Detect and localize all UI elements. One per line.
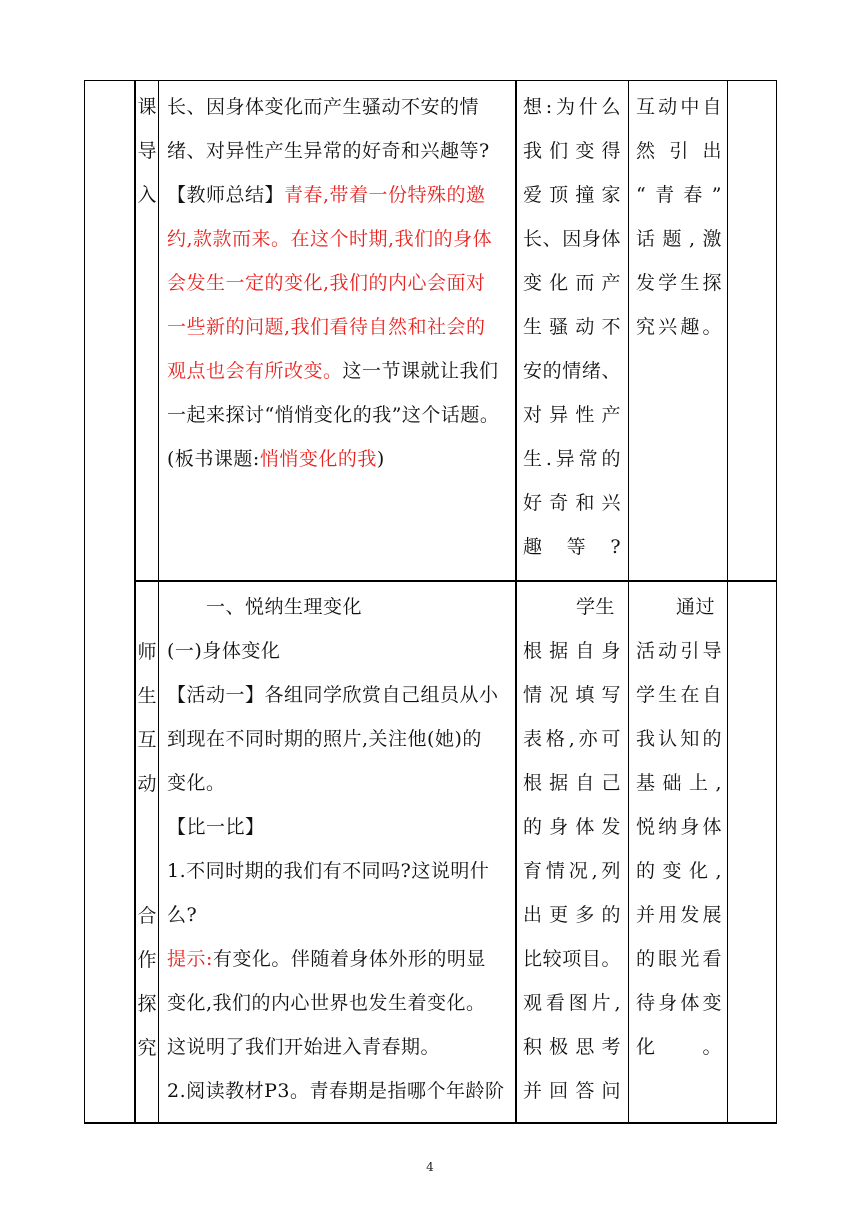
text-line: 悦纳身体 bbox=[636, 816, 722, 838]
section-label-char: 合 bbox=[137, 905, 157, 927]
highlighted-text: 悄悄变化的我 bbox=[259, 448, 377, 470]
text-line: 的变化, bbox=[636, 860, 722, 882]
section-label-char: 互 bbox=[137, 729, 157, 751]
text-line: 并回答问 bbox=[523, 1080, 621, 1102]
text-line: 观看图片, bbox=[523, 992, 621, 1014]
text-line: 对异性产 bbox=[523, 404, 621, 426]
table-right-border bbox=[776, 80, 777, 1124]
table-bottom-border bbox=[84, 1122, 776, 1124]
highlighted-text: 会发生一定的变化,我们的内心会面对 bbox=[167, 272, 486, 294]
page-number: 4 bbox=[426, 1160, 434, 1174]
highlighted-text: 约,款款而来。在这个时期,我们的身体 bbox=[167, 228, 493, 250]
text-line bbox=[167, 761, 512, 805]
col-divider-3 bbox=[515, 80, 517, 1124]
text-line bbox=[167, 437, 512, 481]
text-segment: 【比一比】 bbox=[167, 816, 265, 838]
text-segment: 长、因身体变化而产生骚动不安的情 bbox=[167, 96, 480, 118]
text-line: “青春” bbox=[636, 184, 722, 206]
row1-design-intent bbox=[636, 85, 722, 349]
section-label-char: 探 bbox=[137, 993, 157, 1015]
text-line bbox=[167, 937, 512, 981]
text-line: 并用发展 bbox=[636, 904, 722, 926]
text-segment: 2.阅读教材P3。青春期是指哪个年龄阶 bbox=[167, 1080, 505, 1102]
text-line: 生.异常的 bbox=[523, 448, 621, 470]
text-segment: 么? bbox=[167, 904, 198, 926]
text-segment: 变化。 bbox=[167, 772, 226, 794]
text-line bbox=[167, 349, 512, 393]
text-line bbox=[167, 893, 512, 937]
section-label-char: 导 bbox=[137, 140, 157, 162]
text-line: 根据自己 bbox=[523, 772, 621, 794]
section-label-char: 课 bbox=[137, 96, 157, 118]
highlighted-text: 提示: bbox=[167, 948, 213, 970]
text-segment: (板书课题: bbox=[167, 448, 260, 470]
highlighted-text: 观点也会有所改变。 bbox=[167, 360, 343, 382]
text-line: 想:为什么 bbox=[523, 96, 621, 118]
table-left-border bbox=[84, 80, 85, 1124]
text-line bbox=[167, 393, 512, 437]
text-line: 的身体发 bbox=[523, 816, 621, 838]
section-label-char: 动 bbox=[137, 773, 157, 795]
text-line bbox=[167, 261, 512, 305]
col-divider-5 bbox=[727, 80, 728, 1124]
text-segment: ) bbox=[376, 448, 385, 470]
text-line bbox=[167, 717, 512, 761]
text-line bbox=[167, 129, 512, 173]
text-line: 表格,亦可 bbox=[523, 728, 621, 750]
text-segment: 到现在不同时期的照片,关注他(她)的 bbox=[167, 728, 482, 750]
text-segment: 一起来探讨“悄悄变化的我”这个话题。 bbox=[167, 404, 500, 426]
text-line bbox=[167, 1069, 512, 1113]
text-line: 变化而产 bbox=[523, 272, 621, 294]
table-top-border bbox=[84, 80, 776, 81]
text-line: 发学生探 bbox=[636, 272, 722, 294]
highlighted-text: 一些新的问题,我们看待自然和社会的 bbox=[167, 316, 486, 338]
text-segment: 这说明了我们开始进入青春期。 bbox=[167, 1036, 441, 1058]
text-line: 学生 bbox=[575, 596, 615, 618]
text-line: 然引出 bbox=[636, 140, 722, 162]
text-line: 学生在自 bbox=[636, 684, 722, 706]
text-line bbox=[167, 981, 512, 1025]
text-line: 根据自身 bbox=[523, 640, 621, 662]
text-line bbox=[167, 673, 512, 717]
text-line: 比较项目。 bbox=[523, 948, 621, 970]
text-line: 的眼光看 bbox=[636, 948, 722, 970]
text-line bbox=[167, 85, 512, 129]
text-line: 化。 bbox=[636, 1036, 722, 1058]
text-line: 待身体变 bbox=[636, 992, 722, 1014]
text-line: 互动中自 bbox=[636, 96, 722, 118]
row1-section-label bbox=[135, 85, 159, 217]
row1-teacher-activity bbox=[167, 85, 512, 481]
section-label-char: 入 bbox=[137, 184, 157, 206]
text-line: 话题,激 bbox=[636, 228, 722, 250]
text-line: 趣等? bbox=[523, 536, 621, 558]
text-line: 爱顶撞家 bbox=[523, 184, 621, 206]
text-line: 我们变得 bbox=[523, 140, 621, 162]
text-line bbox=[167, 217, 512, 261]
text-segment: 1.不同时期的我们有不同吗?这说明什 bbox=[167, 860, 490, 882]
text-line: 我认知的 bbox=[636, 728, 722, 750]
text-line: 情况填写 bbox=[523, 684, 621, 706]
section-label-char: 师 bbox=[137, 641, 157, 663]
row2-design-intent bbox=[636, 585, 722, 1069]
section-label-char: 究 bbox=[137, 1037, 157, 1059]
row2-section-label-bottom bbox=[135, 894, 159, 1070]
text-line: 好奇和兴 bbox=[523, 492, 621, 514]
text-line bbox=[167, 849, 512, 893]
highlighted-text: 青春,带着一份特殊的邀 bbox=[284, 184, 486, 206]
section-label-char: 作 bbox=[137, 949, 157, 971]
text-line bbox=[167, 805, 512, 849]
text-line bbox=[167, 585, 512, 629]
text-line: 积极思考 bbox=[523, 1036, 621, 1058]
text-line bbox=[167, 629, 512, 673]
col-divider-4 bbox=[628, 80, 629, 1124]
text-segment: 有变化。伴随着身体外形的明显 bbox=[212, 948, 486, 970]
text-segment: 变化,我们的内心世界也发生着变化。 bbox=[167, 992, 486, 1014]
text-line: 究兴趣。 bbox=[636, 316, 722, 338]
text-segment: 一、悦纳生理变化 bbox=[167, 596, 363, 618]
text-line bbox=[167, 173, 512, 217]
row2-student-activity bbox=[523, 585, 621, 1113]
text-line: 生骚动不 bbox=[523, 316, 621, 338]
text-line bbox=[167, 305, 512, 349]
row1-student-activity bbox=[523, 85, 621, 569]
text-segment: 【活动一】各组同学欣赏自己组员从小 bbox=[167, 684, 499, 706]
row-divider bbox=[134, 580, 776, 582]
text-segment: 绪、对异性产生异常的好奇和兴趣等? bbox=[167, 140, 490, 162]
section-label-char: 生 bbox=[137, 685, 157, 707]
row2-teacher-activity bbox=[167, 585, 512, 1113]
text-line: 通过 bbox=[676, 596, 716, 618]
text-line: 基础上, bbox=[636, 772, 722, 794]
text-line: 活动引导 bbox=[636, 640, 722, 662]
row2-section-label-top bbox=[135, 630, 159, 806]
text-line: 长、因身体 bbox=[523, 228, 621, 250]
text-segment: (一)身体变化 bbox=[167, 640, 281, 662]
text-line: 出更多的 bbox=[523, 904, 621, 926]
text-line: 安的情绪、 bbox=[523, 360, 621, 382]
text-line: 育情况,列 bbox=[523, 860, 621, 882]
text-segment: 这一节课就让我们 bbox=[342, 360, 499, 382]
text-segment: 【教师总结】 bbox=[167, 184, 285, 206]
text-line bbox=[167, 1025, 512, 1069]
